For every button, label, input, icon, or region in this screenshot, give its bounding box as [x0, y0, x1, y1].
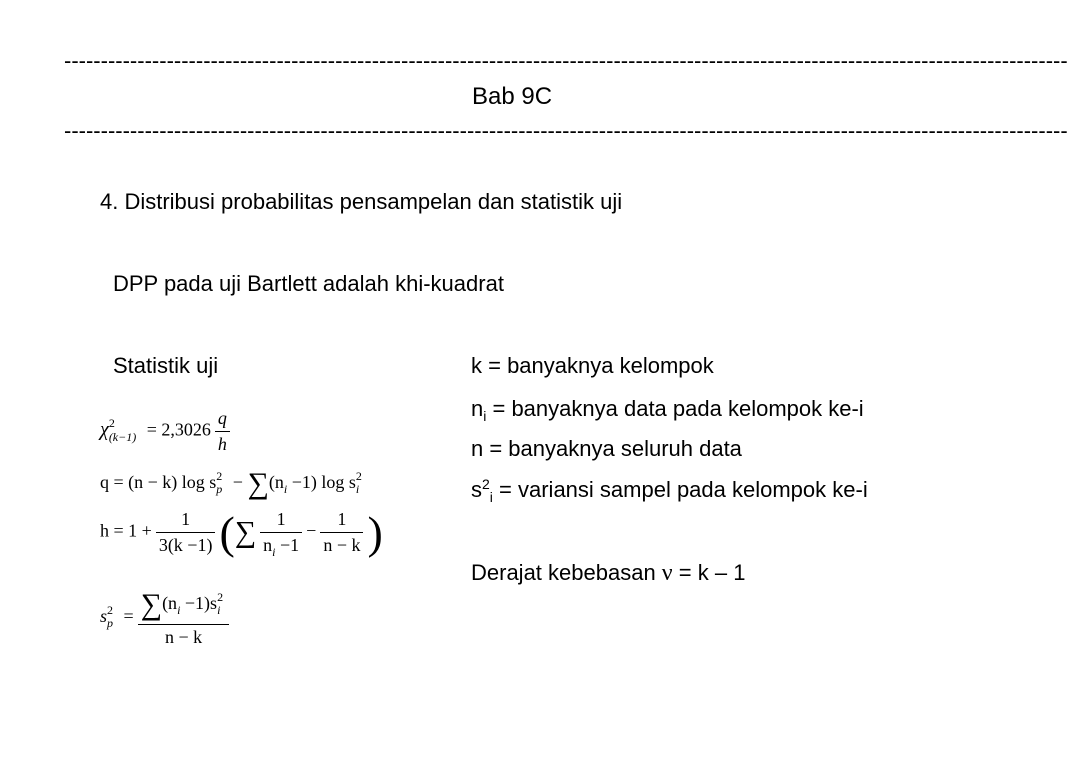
h-den2-sub: i [272, 545, 276, 559]
chi-symbol: χ [100, 418, 109, 441]
def-degrees-of-freedom [471, 560, 745, 586]
h-close-paren: ) [367, 507, 383, 558]
q-sp-sub: p [216, 482, 223, 497]
chi-sub: (k−1) [108, 429, 137, 444]
q-lhs: q = (n − k) log s [100, 472, 217, 493]
formula-sp [100, 588, 233, 648]
h-den2 [260, 533, 302, 559]
h-num3: 1 [320, 509, 363, 533]
statistic-label: Statistik uji [113, 353, 219, 378]
def-k: k = banyaknya kelompok [471, 353, 714, 378]
formula-q [100, 467, 365, 501]
sp-sigma-icon: ∑ [140, 588, 163, 621]
sp-num-a: (n [162, 593, 178, 614]
h-num2: 1 [260, 509, 302, 533]
h-open-paren: ( [219, 507, 235, 558]
sp-num-b: −1)s [180, 593, 218, 614]
q-sp-sup: 2 [216, 469, 223, 484]
q-si-sup: 2 [355, 469, 362, 484]
h-fraction-2 [260, 509, 302, 559]
sp-sup: 2 [107, 603, 114, 618]
q-si-sub: i [355, 482, 360, 497]
sp-sub: p [107, 616, 114, 631]
def-s2-sub: i [489, 489, 493, 505]
chi-sup: 2 [108, 415, 115, 430]
dpp-line: DPP pada uji Bartlett adalah khi-kuadrat [113, 271, 504, 296]
h-fraction-1 [156, 509, 216, 556]
q-term-rest: −1) log s [287, 472, 356, 493]
h-den1: 3(k −1) [158, 535, 213, 555]
df-label: Derajat kebebasan [471, 560, 662, 585]
formula-chi-square [100, 408, 234, 455]
sp-num-sub2: i [217, 603, 221, 618]
section-heading: 4. Distribusi probabilitas pensampelan dan statistik uji [100, 189, 623, 214]
h-fraction-3 [320, 509, 363, 556]
def-s2-text: = variansi sampel pada kelompok ke-i [492, 477, 868, 502]
h-den2-a: n [263, 535, 273, 555]
header-divider-top: ----------------------------------------------------------------------------------------------------------------------------------------- [64, 48, 1068, 73]
df-symbol: ν [661, 560, 673, 586]
q-term-sub: i [283, 482, 288, 497]
formula-h [100, 506, 383, 559]
q-term: (n [268, 472, 284, 493]
chi-eq: = 2,3026 [142, 419, 211, 440]
def-ni-symbol: n [471, 396, 484, 421]
sp-num-sub: i [177, 603, 181, 618]
chi-numerator: q [215, 408, 230, 432]
def-s2-symbol: s [471, 477, 482, 502]
q-sigma-icon: ∑ [247, 467, 269, 500]
sp-eq: = [119, 606, 134, 627]
h-den3: n − k [323, 535, 361, 555]
h-sigma-icon: ∑ [234, 515, 257, 549]
def-ni [471, 396, 864, 424]
header-divider-bottom: ----------------------------------------------------------------------------------------------------------------------------------------- [64, 118, 1068, 143]
h-minus: − [306, 520, 317, 541]
q-minus: − [228, 472, 248, 493]
sp-lhs: s [100, 606, 108, 627]
chi-denominator: h [217, 434, 227, 454]
def-s2 [471, 477, 868, 505]
def-ni-text: = banyaknya data pada kelompok ke-i [486, 396, 864, 421]
chi-fraction [215, 408, 230, 455]
sp-numerator [138, 588, 230, 625]
def-ni-sub: i [483, 408, 487, 424]
sp-denominator: n − k [164, 627, 203, 647]
h-den2-b: −1 [275, 535, 300, 555]
sp-fraction [138, 588, 230, 648]
def-n: n = banyaknya seluruh data [471, 436, 742, 461]
h-lhs: h = 1 + [100, 520, 152, 541]
def-s2-sup: 2 [482, 476, 490, 492]
h-num1: 1 [156, 509, 216, 533]
df-rest: = k – 1 [672, 560, 746, 585]
page-title: Bab 9C [471, 83, 553, 110]
sp-num-sup: 2 [217, 590, 224, 605]
